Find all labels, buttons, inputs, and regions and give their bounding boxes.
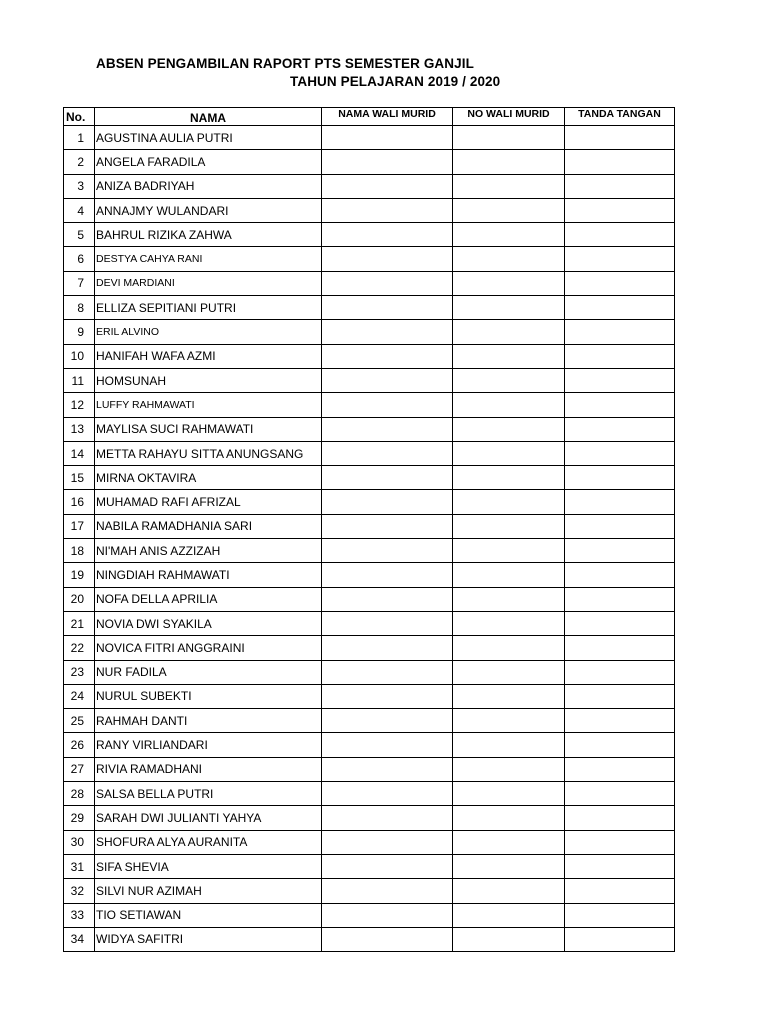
nama-wali-murid-cell [322, 490, 453, 514]
tanda-tangan-cell [565, 344, 675, 368]
no-wali-murid-cell [453, 271, 565, 295]
tanda-tangan-cell [565, 830, 675, 854]
row-number: 6 [64, 247, 95, 271]
header-tanda-tangan: TANDA TANGAN [565, 108, 675, 126]
student-name: SIFA SHEVIA [95, 854, 322, 878]
table-row [64, 854, 675, 878]
tanda-tangan-cell [565, 709, 675, 733]
table-row [64, 806, 675, 830]
table-row [64, 757, 675, 781]
table-row [64, 150, 675, 174]
no-wali-murid-cell [453, 806, 565, 830]
student-name: MUHAMAD RAFI AFRIZAL [95, 490, 322, 514]
table-row [64, 636, 675, 660]
nama-wali-murid-cell [322, 782, 453, 806]
no-wali-murid-cell [453, 903, 565, 927]
tanda-tangan-cell [565, 296, 675, 320]
tanda-tangan-cell [565, 636, 675, 660]
tanda-tangan-cell [565, 539, 675, 563]
row-number: 25 [64, 709, 95, 733]
tanda-tangan-cell [565, 733, 675, 757]
table-row [64, 126, 675, 150]
row-number: 1 [64, 126, 95, 150]
no-wali-murid-cell [453, 441, 565, 465]
tanda-tangan-cell [565, 271, 675, 295]
student-name: NOVIA DWI SYAKILA [95, 611, 322, 635]
row-number: 34 [64, 927, 95, 951]
tanda-tangan-cell [565, 490, 675, 514]
table-row [64, 879, 675, 903]
table-row [64, 830, 675, 854]
tanda-tangan-cell [565, 514, 675, 538]
nama-wali-murid-cell [322, 514, 453, 538]
table-row [64, 393, 675, 417]
tanda-tangan-cell [565, 587, 675, 611]
document-subtitle: TAHUN PELAJARAN 2019 / 2020 [290, 74, 501, 89]
nama-wali-murid-cell [322, 660, 453, 684]
nama-wali-murid-cell [322, 174, 453, 198]
nama-wali-murid-cell [322, 709, 453, 733]
table-row [64, 903, 675, 927]
tanda-tangan-cell [565, 903, 675, 927]
table-body [64, 126, 675, 952]
student-name: NURUL SUBEKTI [95, 684, 322, 708]
table-row [64, 539, 675, 563]
student-name: DEVI MARDIANI [95, 271, 322, 295]
student-name: SARAH DWI JULIANTI YAHYA [95, 806, 322, 830]
nama-wali-murid-cell [322, 636, 453, 660]
row-number: 2 [64, 150, 95, 174]
nama-wali-murid-cell [322, 879, 453, 903]
no-wali-murid-cell [453, 587, 565, 611]
tanda-tangan-cell [565, 150, 675, 174]
no-wali-murid-cell [453, 879, 565, 903]
table-header-row [64, 108, 675, 126]
no-wali-murid-cell [453, 296, 565, 320]
table-row [64, 344, 675, 368]
no-wali-murid-cell [453, 514, 565, 538]
row-number: 16 [64, 490, 95, 514]
no-wali-murid-cell [453, 757, 565, 781]
nama-wali-murid-cell [322, 563, 453, 587]
no-wali-murid-cell [453, 830, 565, 854]
tanda-tangan-cell [565, 611, 675, 635]
student-name: NOVICA FITRI ANGGRAINI [95, 636, 322, 660]
row-number: 23 [64, 660, 95, 684]
tanda-tangan-cell [565, 660, 675, 684]
no-wali-murid-cell [453, 466, 565, 490]
nama-wali-murid-cell [322, 854, 453, 878]
table-row [64, 611, 675, 635]
student-name: HOMSUNAH [95, 368, 322, 392]
student-name: NABILA RAMADHANIA SARI [95, 514, 322, 538]
table-row [64, 684, 675, 708]
no-wali-murid-cell [453, 733, 565, 757]
student-name: ERIL ALVINO [95, 320, 322, 344]
header-nama-wali-murid: NAMA WALI MURID [322, 108, 453, 126]
student-name: NUR FADILA [95, 660, 322, 684]
nama-wali-murid-cell [322, 150, 453, 174]
row-number: 33 [64, 903, 95, 927]
no-wali-murid-cell [453, 684, 565, 708]
tanda-tangan-cell [565, 174, 675, 198]
row-number: 32 [64, 879, 95, 903]
table-row [64, 271, 675, 295]
table-row [64, 733, 675, 757]
tanda-tangan-cell [565, 126, 675, 150]
no-wali-murid-cell [453, 660, 565, 684]
tanda-tangan-cell [565, 247, 675, 271]
row-number: 12 [64, 393, 95, 417]
row-number: 28 [64, 782, 95, 806]
nama-wali-murid-cell [322, 198, 453, 222]
student-name: NOFA DELLA APRILIA [95, 587, 322, 611]
nama-wali-murid-cell [322, 684, 453, 708]
student-name: TIO SETIAWAN [95, 903, 322, 927]
no-wali-murid-cell [453, 927, 565, 951]
student-name: HANIFAH WAFA AZMI [95, 344, 322, 368]
table-row [64, 782, 675, 806]
student-name: WIDYA SAFITRI [95, 927, 322, 951]
no-wali-murid-cell [453, 344, 565, 368]
tanda-tangan-cell [565, 854, 675, 878]
row-number: 31 [64, 854, 95, 878]
row-number: 8 [64, 296, 95, 320]
table-row [64, 198, 675, 222]
row-number: 19 [64, 563, 95, 587]
table-row [64, 441, 675, 465]
student-name: METTA RAHAYU SITTA ANUNGSANG [95, 441, 322, 465]
row-number: 9 [64, 320, 95, 344]
nama-wali-murid-cell [322, 733, 453, 757]
student-name: SALSA BELLA PUTRI [95, 782, 322, 806]
nama-wali-murid-cell [322, 611, 453, 635]
tanda-tangan-cell [565, 393, 675, 417]
row-number: 5 [64, 223, 95, 247]
nama-wali-murid-cell [322, 393, 453, 417]
student-name: ANNAJMY WULANDARI [95, 198, 322, 222]
no-wali-murid-cell [453, 709, 565, 733]
table-row [64, 466, 675, 490]
tanda-tangan-cell [565, 417, 675, 441]
nama-wali-murid-cell [322, 806, 453, 830]
tanda-tangan-cell [565, 223, 675, 247]
student-name: ANIZA BADRIYAH [95, 174, 322, 198]
student-name: BAHRUL RIZIKA ZAHWA [95, 223, 322, 247]
nama-wali-murid-cell [322, 587, 453, 611]
student-name: SHOFURA ALYA AURANITA [95, 830, 322, 854]
no-wali-murid-cell [453, 611, 565, 635]
no-wali-murid-cell [453, 782, 565, 806]
tanda-tangan-cell [565, 879, 675, 903]
nama-wali-murid-cell [322, 441, 453, 465]
tanda-tangan-cell [565, 757, 675, 781]
student-name: NI'MAH ANIS AZZIZAH [95, 539, 322, 563]
no-wali-murid-cell [453, 174, 565, 198]
table-row [64, 174, 675, 198]
header-no-wali-murid: NO WALI MURID [453, 108, 565, 126]
student-name: SILVI NUR AZIMAH [95, 879, 322, 903]
tanda-tangan-cell [565, 782, 675, 806]
no-wali-murid-cell [453, 150, 565, 174]
header-no: No. [64, 108, 95, 126]
table-row [64, 927, 675, 951]
table-row [64, 247, 675, 271]
student-name: RAHMAH DANTI [95, 709, 322, 733]
row-number: 15 [64, 466, 95, 490]
row-number: 13 [64, 417, 95, 441]
student-name: RIVIA RAMADHANI [95, 757, 322, 781]
tanda-tangan-cell [565, 466, 675, 490]
row-number: 21 [64, 611, 95, 635]
no-wali-murid-cell [453, 126, 565, 150]
tanda-tangan-cell [565, 441, 675, 465]
row-number: 18 [64, 539, 95, 563]
attendance-table [63, 107, 675, 952]
row-number: 4 [64, 198, 95, 222]
student-name: DESTYA CAHYA RANI [95, 247, 322, 271]
student-name: ANGELA FARADILA [95, 150, 322, 174]
student-name: LUFFY RAHMAWATI [95, 393, 322, 417]
no-wali-murid-cell [453, 417, 565, 441]
student-name: AGUSTINA AULIA PUTRI [95, 126, 322, 150]
nama-wali-murid-cell [322, 320, 453, 344]
nama-wali-murid-cell [322, 344, 453, 368]
table-row [64, 490, 675, 514]
row-number: 22 [64, 636, 95, 660]
table-row [64, 368, 675, 392]
nama-wali-murid-cell [322, 271, 453, 295]
row-number: 10 [64, 344, 95, 368]
student-name: RANY VIRLIANDARI [95, 733, 322, 757]
row-number: 3 [64, 174, 95, 198]
no-wali-murid-cell [453, 490, 565, 514]
row-number: 20 [64, 587, 95, 611]
no-wali-murid-cell [453, 393, 565, 417]
nama-wali-murid-cell [322, 296, 453, 320]
no-wali-murid-cell [453, 223, 565, 247]
no-wali-murid-cell [453, 563, 565, 587]
row-number: 24 [64, 684, 95, 708]
nama-wali-murid-cell [322, 539, 453, 563]
row-number: 14 [64, 441, 95, 465]
table-row [64, 587, 675, 611]
table-row [64, 417, 675, 441]
no-wali-murid-cell [453, 247, 565, 271]
row-number: 26 [64, 733, 95, 757]
row-number: 29 [64, 806, 95, 830]
document-title: ABSEN PENGAMBILAN RAPORT PTS SEMESTER GANJIL [96, 56, 474, 71]
tanda-tangan-cell [565, 806, 675, 830]
table-row [64, 563, 675, 587]
nama-wali-murid-cell [322, 126, 453, 150]
table-row [64, 514, 675, 538]
nama-wali-murid-cell [322, 417, 453, 441]
table-row [64, 223, 675, 247]
no-wali-murid-cell [453, 539, 565, 563]
nama-wali-murid-cell [322, 927, 453, 951]
nama-wali-murid-cell [322, 247, 453, 271]
student-name: MAYLISA SUCI RAHMAWATI [95, 417, 322, 441]
no-wali-murid-cell [453, 320, 565, 344]
nama-wali-murid-cell [322, 830, 453, 854]
nama-wali-murid-cell [322, 466, 453, 490]
tanda-tangan-cell [565, 198, 675, 222]
tanda-tangan-cell [565, 684, 675, 708]
nama-wali-murid-cell [322, 223, 453, 247]
nama-wali-murid-cell [322, 368, 453, 392]
table-row [64, 709, 675, 733]
header-nama: NAMA [95, 108, 322, 126]
row-number: 30 [64, 830, 95, 854]
tanda-tangan-cell [565, 563, 675, 587]
table-row [64, 296, 675, 320]
student-name: ELLIZA SEPITIANI PUTRI [95, 296, 322, 320]
nama-wali-murid-cell [322, 757, 453, 781]
row-number: 27 [64, 757, 95, 781]
tanda-tangan-cell [565, 927, 675, 951]
tanda-tangan-cell [565, 320, 675, 344]
table-row [64, 660, 675, 684]
student-name: NINGDIAH RAHMAWATI [95, 563, 322, 587]
no-wali-murid-cell [453, 636, 565, 660]
tanda-tangan-cell [565, 368, 675, 392]
nama-wali-murid-cell [322, 903, 453, 927]
row-number: 7 [64, 271, 95, 295]
row-number: 17 [64, 514, 95, 538]
no-wali-murid-cell [453, 368, 565, 392]
row-number: 11 [64, 368, 95, 392]
no-wali-murid-cell [453, 854, 565, 878]
student-name: MIRNA OKTAVIRA [95, 466, 322, 490]
no-wali-murid-cell [453, 198, 565, 222]
table-row [64, 320, 675, 344]
